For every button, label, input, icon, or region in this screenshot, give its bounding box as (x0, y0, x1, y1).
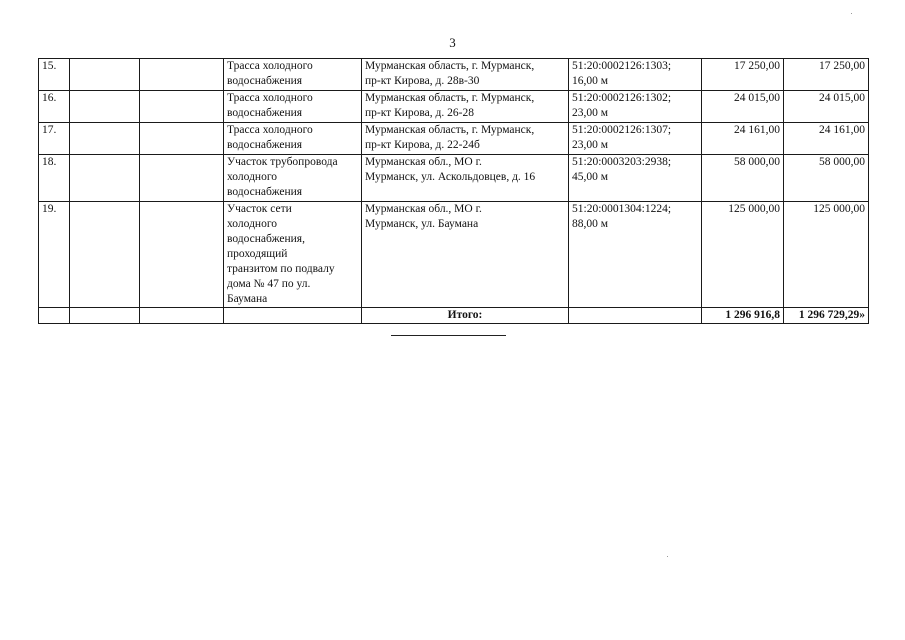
address-line: Мурманск, ул. Аскольдовцев, д. 16 (365, 171, 536, 183)
table-row (39, 123, 869, 155)
row-number: 16. (39, 91, 70, 123)
cadastral-cell (569, 155, 702, 202)
object-name-line: водоснабжения, (227, 233, 305, 245)
row-number: 18. (39, 155, 70, 202)
object-name-line: Трасса холодного (227, 124, 313, 136)
value-cell: 125 000,00 (702, 202, 784, 308)
total-label: Итого: (362, 308, 569, 324)
object-name-line: Трасса холодного (227, 60, 313, 72)
object-name-line: проходящий (227, 248, 288, 260)
object-name-line: водоснабжения (227, 139, 303, 151)
empty-cell (140, 155, 224, 202)
empty-cell (140, 91, 224, 123)
empty-cell (70, 308, 140, 324)
table-row (39, 155, 869, 202)
total-row (39, 308, 869, 324)
length-value: 88,00 м (572, 218, 609, 230)
cadastral-cell (569, 123, 702, 155)
object-name-line: холодного (227, 218, 278, 230)
object-name-line: дома № 47 по ул. (227, 278, 311, 290)
empty-cell (140, 202, 224, 308)
total-value: 1 296 729,29» (784, 308, 869, 324)
address-line: Мурманская область, г. Мурманск, (365, 60, 535, 72)
address-cell (362, 123, 569, 155)
empty-cell (70, 59, 140, 91)
table-row (39, 91, 869, 123)
object-name-line: транзитом по подвалу (227, 263, 335, 275)
address-line: Мурманская область, г. Мурманск, (365, 92, 535, 104)
cadastral-number: 51:20:0003203:2938; (572, 156, 672, 168)
empty-cell (70, 202, 140, 308)
address-line: пр-кт Кирова, д. 22-24б (365, 139, 480, 151)
length-value: 16,00 м (572, 75, 609, 87)
row-number: 19. (39, 202, 70, 308)
cadastral-cell (569, 202, 702, 308)
empty-cell (140, 308, 224, 324)
value-cell: 24 161,00 (784, 123, 869, 155)
empty-cell (140, 59, 224, 91)
length-value: 45,00 м (572, 171, 609, 183)
empty-cell (224, 308, 362, 324)
address-cell (362, 155, 569, 202)
value-cell: 24 015,00 (784, 91, 869, 123)
object-name-cell (224, 202, 362, 308)
cadastral-cell (569, 91, 702, 123)
cadastral-number: 51:20:0002126:1302; (572, 92, 672, 104)
empty-cell (39, 308, 70, 324)
object-name-line: холодного (227, 171, 278, 183)
object-name-line: водоснабжения (227, 75, 303, 87)
empty-cell (569, 308, 702, 324)
scan-speck (851, 13, 852, 14)
address-cell (362, 202, 569, 308)
address-cell (362, 59, 569, 91)
address-cell (362, 91, 569, 123)
value-cell: 17 250,00 (784, 59, 869, 91)
property-table (38, 58, 869, 324)
value-cell: 125 000,00 (784, 202, 869, 308)
object-name-cell (224, 59, 362, 91)
cadastral-number: 51:20:0001304:1224; (572, 203, 672, 215)
object-name-line: водоснабжения (227, 186, 303, 198)
address-line: пр-кт Кирова, д. 28в-30 (365, 75, 480, 87)
cadastral-cell (569, 59, 702, 91)
object-name-line: Трасса холодного (227, 92, 313, 104)
object-name-line: Участок сети (227, 203, 292, 215)
value-cell: 17 250,00 (702, 59, 784, 91)
value-cell: 24 161,00 (702, 123, 784, 155)
value-cell: 24 015,00 (702, 91, 784, 123)
empty-cell (70, 155, 140, 202)
value-cell: 58 000,00 (784, 155, 869, 202)
object-name-cell (224, 155, 362, 202)
object-name-line: Баумана (227, 293, 268, 305)
address-line: Мурманская область, г. Мурманск, (365, 124, 535, 136)
scan-speck (667, 556, 668, 557)
cadastral-number: 51:20:0002126:1307; (572, 124, 672, 136)
cadastral-number: 51:20:0002126:1303; (572, 60, 672, 72)
object-name-line: водоснабжения (227, 107, 303, 119)
empty-cell (70, 123, 140, 155)
object-name-line: Участок трубопровода (227, 156, 338, 168)
address-line: Мурманская обл., МО г. (365, 156, 482, 168)
closing-divider-line (391, 335, 506, 336)
table-row (39, 202, 869, 308)
page-number: 3 (449, 35, 456, 50)
address-line: Мурманск, ул. Баумана (365, 218, 479, 230)
empty-cell (70, 91, 140, 123)
value-cell: 58 000,00 (702, 155, 784, 202)
address-line: Мурманская обл., МО г. (365, 203, 482, 215)
row-number: 15. (39, 59, 70, 91)
empty-cell (140, 123, 224, 155)
address-line: пр-кт Кирова, д. 26-28 (365, 107, 474, 119)
object-name-cell (224, 123, 362, 155)
object-name-cell (224, 91, 362, 123)
total-value: 1 296 916,8 (702, 308, 784, 324)
length-value: 23,00 м (572, 107, 609, 119)
length-value: 23,00 м (572, 139, 609, 151)
table-row (39, 59, 869, 91)
row-number: 17. (39, 123, 70, 155)
